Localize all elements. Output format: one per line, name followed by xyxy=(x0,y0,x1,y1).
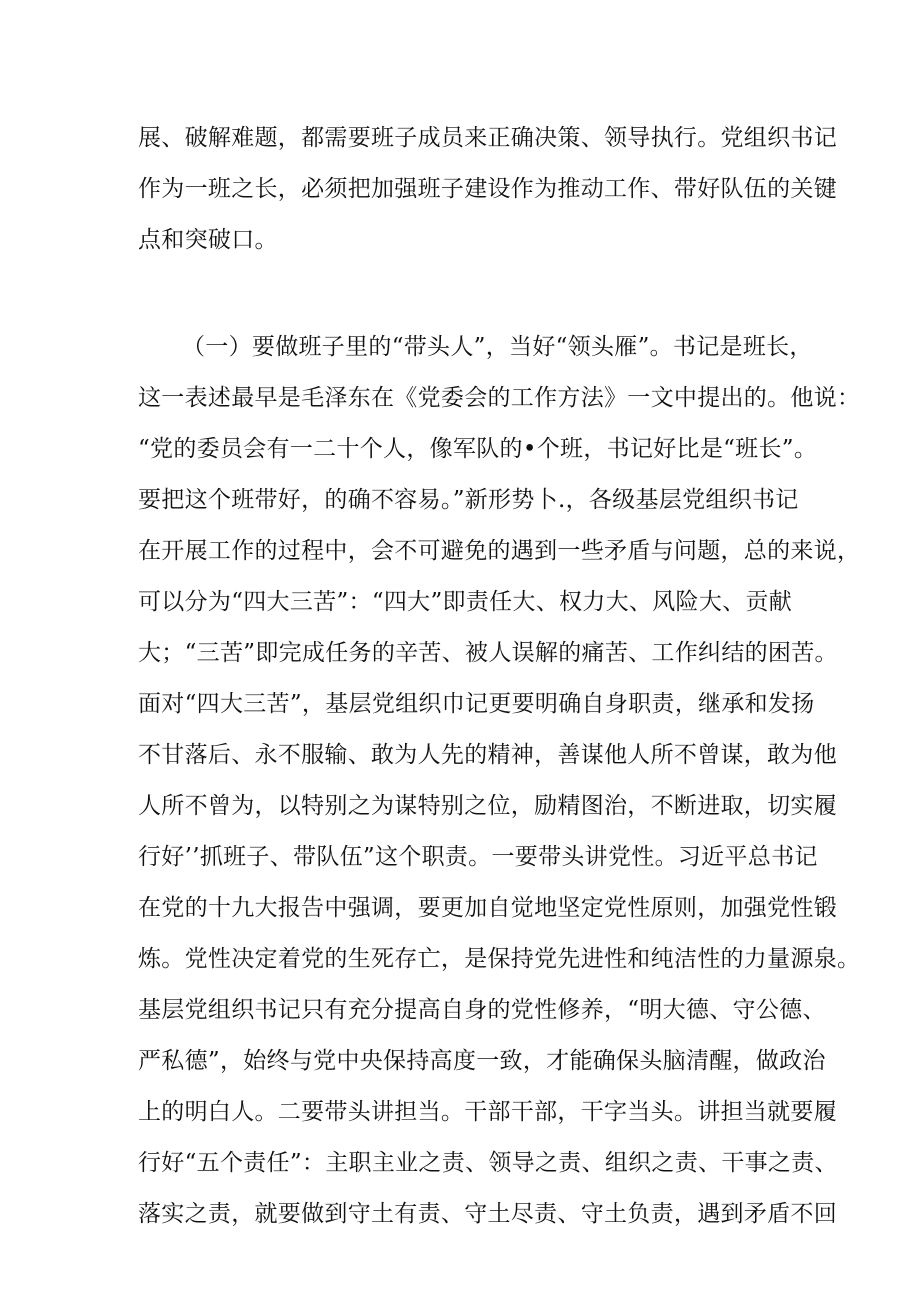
paragraph-2-line: 上的明白人。二要带头讲担当。干部干部，干字当头。讲担当就要履 xyxy=(138,1099,837,1125)
paragraph-1-line: 点和突破口。 xyxy=(138,227,278,253)
paragraph-2-line: 行好’’抓班子、带队伍”这个职责。一要带头讲党性。习近平总书记 xyxy=(138,844,818,870)
paragraph-1-line: 展、破解难题，都需要班子成员来正确决策、领导执行。党组织书记 xyxy=(138,125,837,151)
paragraph-2-line: 可以分为“四大三苦”：“四大”即责任大、权力大、风险大、贡献 xyxy=(138,589,793,615)
paragraph-2-line: 大；“三苦”即完成任务的辛苦、被人误解的痛苦、工作纠结的困苦。 xyxy=(138,640,838,666)
paragraph-2-line: 在党的十九大报告中强调，要更加自觉地坚定党性原则，加强党性锻 xyxy=(138,895,837,921)
paragraph-2-line: 这一表述最早是毛泽东在《党委会的工作方法》一文中提出的。他说： xyxy=(138,385,861,411)
paragraph-2-line: 人所不曾为，以特别之为谋特别之位，励精图治，不断进取，切实履 xyxy=(138,793,837,819)
paragraph-2-line: 炼。党性决定着党的生死存亡，是保持党先进性和纯洁性的力量源泉。 xyxy=(138,946,861,972)
paragraph-2-line: 基层党组织书记只有充分提高自身的党性修养，“明大德、守公德、 xyxy=(138,997,826,1023)
paragraph-2-line: 严私德”，始终与党中央保持高度一致，才能确保头脑清醒，做政治 xyxy=(138,1048,826,1074)
paragraph-2-line: 不甘落后、永不服输、敢为人先的精神，善谋他人所不曾谋，敢为他 xyxy=(138,742,837,768)
paragraph-2-line: 行好“五个责任”：主职主业之责、领导之责、组织之责、干事之责、 xyxy=(138,1150,838,1176)
paragraph-2-line: 面对“四大三苦”，基层党组织巾记更要明确自身职责，继承和发扬 xyxy=(138,691,815,717)
paragraph-2-line: 在开展工作的过程中，会不可避免的遇到一些矛盾与问题，总的来说， xyxy=(138,538,861,564)
paragraph-2-first-line: （一）要做班子里的“带头人”，当好“领头雁”。书记是班长， xyxy=(182,334,813,360)
paragraph-2-line: “党的委员会有一二十个人，像军队的•个班，书记好比是“班长”。 xyxy=(138,436,818,462)
paragraph-2-line: 要把这个班带好，的确不容易。”新形势卜.，各级基层党组织书记 xyxy=(138,487,799,513)
paragraph-2-line: 落实之责，就要做到守土有责、守土尽责、守土负责，遇到矛盾不回 xyxy=(138,1201,837,1227)
paragraph-1-line: 作为一班之长，必须把加强班子建设作为推动工作、带好队伍的关键 xyxy=(138,176,837,202)
